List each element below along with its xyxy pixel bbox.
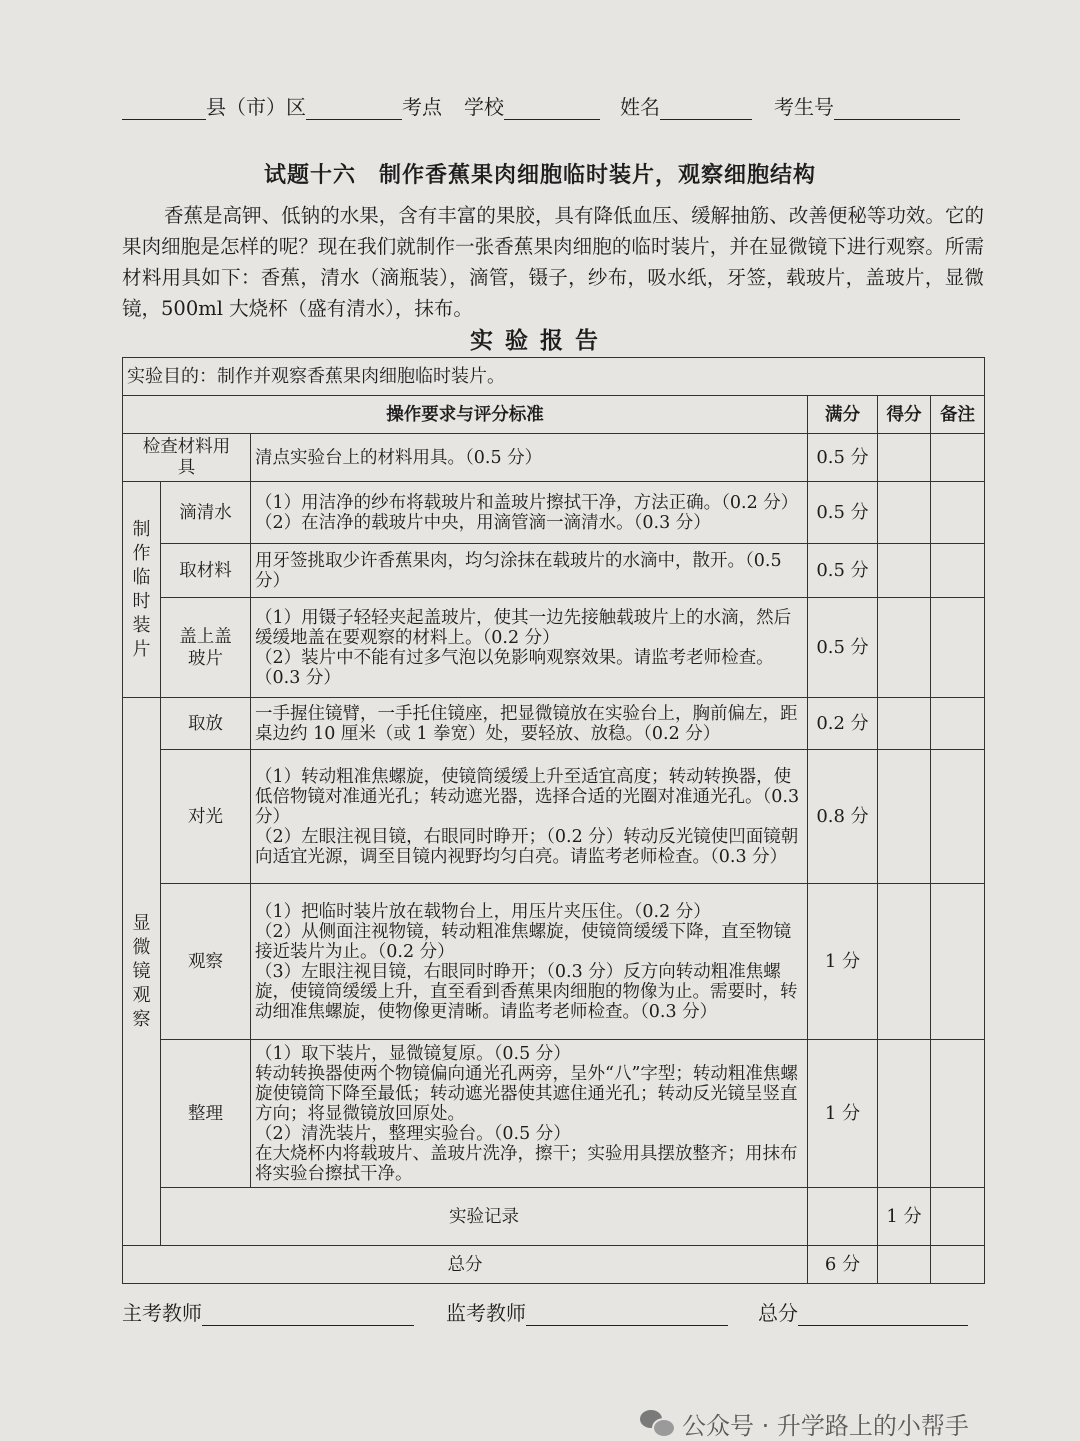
exam-site-label: 考点 bbox=[402, 95, 442, 119]
watermark-text: 公众号 · 升学路上的小帮手 bbox=[682, 1411, 969, 1440]
step-criteria: （1）用镊子轻轻夹起盖玻片，使其一边先接触载玻片上的水滴，然后缓缓地盖在要观察的材料上。（0.2 分） （2）装片中不能有过多气泡以免影响观察效果。请监考老师检查。（0.3 分） bbox=[251, 598, 808, 698]
chief-teacher-label: 主考教师 bbox=[122, 1301, 202, 1325]
step-full-score: 0.5 分 bbox=[808, 598, 878, 698]
record-label: 实验记录 bbox=[161, 1188, 808, 1246]
remark-cell[interactable] bbox=[931, 598, 985, 698]
district-blank[interactable] bbox=[306, 97, 402, 120]
score-cell[interactable] bbox=[878, 698, 931, 750]
record-content[interactable] bbox=[808, 1188, 878, 1246]
chief-teacher-blank[interactable] bbox=[202, 1303, 414, 1326]
record-row bbox=[123, 1188, 985, 1246]
step-label: 取材料 bbox=[161, 544, 251, 598]
check-label: 检查材料用具 bbox=[123, 434, 251, 482]
step-criteria: 一手握住镜臂，一手托住镜座，把显微镜放在实验台上，胸前偏左，距桌边约 10 厘米（或 1 拳宽）处，要轻放、放稳。（0.2 分） bbox=[251, 698, 808, 750]
step-criteria: （1）转动粗准焦螺旋，使镜筒缓缓上升至适宜高度；转动转换器，使低倍物镜对准通光孔；转动遮光器，选择合适的光圈对准通光孔。（0.3 分） （2）左眼注视目镜，右眼同时睁开；（0.2 分）转动反光镜使凹面镜朝向适宜光源，调至目镜内视野均匀白亮。请监考老师检查。（0.3 分） bbox=[251, 750, 808, 884]
step-criteria: 用牙签挑取少许香蕉果肉，均匀涂抹在载玻片的水滴中，散开。（0.5 分） bbox=[251, 544, 808, 598]
full-score-header: 满分 bbox=[808, 396, 878, 434]
school-blank[interactable] bbox=[504, 97, 600, 120]
remark-cell[interactable] bbox=[931, 750, 985, 884]
header-row bbox=[123, 396, 985, 434]
step-label: 整理 bbox=[161, 1040, 251, 1188]
record-full-score: 1 分 bbox=[878, 1188, 931, 1246]
score-cell[interactable] bbox=[878, 598, 931, 698]
table-row bbox=[123, 1040, 985, 1188]
group-label-make-slide: 制作临时装片 bbox=[123, 482, 161, 698]
step-full-score: 0.5 分 bbox=[808, 482, 878, 544]
proctor-label: 监考教师 bbox=[446, 1301, 526, 1325]
table-row bbox=[123, 598, 985, 698]
exam-no-blank[interactable] bbox=[834, 97, 960, 120]
step-label: 观察 bbox=[161, 884, 251, 1040]
total-score-label: 总分 bbox=[758, 1301, 798, 1325]
remark-header: 备注 bbox=[931, 396, 985, 434]
table-row bbox=[123, 698, 985, 750]
county-blank[interactable] bbox=[122, 97, 206, 120]
score-cell[interactable] bbox=[878, 544, 931, 598]
report-title: 实验报告 bbox=[470, 327, 610, 354]
footer-sign-line bbox=[122, 1296, 984, 1326]
score-cell[interactable] bbox=[878, 482, 931, 544]
score-cell[interactable] bbox=[931, 1188, 985, 1246]
score-cell[interactable] bbox=[878, 884, 931, 1040]
score-cell[interactable] bbox=[878, 1040, 931, 1188]
name-label: 姓名 bbox=[620, 95, 660, 119]
check-full-score: 0.5 分 bbox=[808, 434, 878, 482]
score-cell[interactable] bbox=[878, 1246, 931, 1284]
step-criteria: （1）用洁净的纱布将载玻片和盖玻片擦拭干净，方法正确。（0.2 分） （2）在洁净的载玻片中央，用滴管滴一滴清水。（0.3 分） bbox=[251, 482, 808, 544]
step-full-score: 0.8 分 bbox=[808, 750, 878, 884]
total-label: 总分 bbox=[123, 1246, 808, 1284]
experiment-purpose: 实验目的：制作并观察香蕉果肉细胞临时装片。 bbox=[123, 358, 985, 396]
total-full-score: 6 分 bbox=[808, 1246, 878, 1284]
county-label: 县（市）区 bbox=[206, 95, 306, 119]
table-row bbox=[123, 544, 985, 598]
table-row bbox=[123, 884, 985, 1040]
step-full-score: 1 分 bbox=[808, 884, 878, 1040]
remark-cell[interactable] bbox=[931, 1040, 985, 1188]
table-row bbox=[123, 482, 985, 544]
check-row bbox=[123, 434, 985, 482]
remark-cell[interactable] bbox=[931, 884, 985, 1040]
wechat-icon bbox=[640, 1408, 674, 1438]
score-cell[interactable] bbox=[878, 750, 931, 884]
exam-no-label: 考生号 bbox=[774, 95, 834, 119]
step-criteria: （1）取下装片，显微镜复原。（0.5 分） 转动转换器使两个物镜偏向通光孔两旁，呈外“八”字型；转动粗准焦螺旋使镜筒下降至最低；转动遮光器使其遮住通光孔；转动反光镜呈竖直方向；将显微镜放回原处。 （2）清洗装片，整理实验台。（0.5 分） 在大烧杯内将载玻片、盖玻片洗净，擦干；实验用具摆放整齐；用抹布将实验台擦拭干净。 bbox=[251, 1040, 808, 1188]
question-title: 试题十六 制作香蕉果肉细胞临时装片，观察细胞结构 bbox=[263, 162, 816, 188]
step-full-score: 0.5 分 bbox=[808, 544, 878, 598]
header-fill-line bbox=[122, 88, 984, 120]
name-blank[interactable] bbox=[660, 97, 752, 120]
school-label: 学校 bbox=[464, 95, 504, 119]
step-full-score: 0.2 分 bbox=[808, 698, 878, 750]
remark-cell[interactable] bbox=[931, 434, 985, 482]
purpose-row bbox=[123, 358, 985, 396]
step-criteria: （1）把临时装片放在载物台上，用压片夹压住。（0.2 分） （2）从侧面注视物镜，转动粗准焦螺旋，使镜筒缓缓下降，直至物镜接近装片为止。（0.2 分） （3）左眼注视目镜，右眼同时睁开；（0.3 分）反方向转动粗准焦螺旋，使镜筒缓缓上升，直至看到香蕉果肉细胞的物像为止。需要时，转动细准焦螺旋，使物像更清晰。请监考老师检查。（0.3 分） bbox=[251, 884, 808, 1040]
step-label: 盖上盖玻片 bbox=[161, 598, 251, 698]
criteria-header: 操作要求与评分标准 bbox=[123, 396, 808, 434]
step-label: 取放 bbox=[161, 698, 251, 750]
group-label-microscope: 显微镜观察 bbox=[123, 698, 161, 1246]
remark-cell[interactable] bbox=[931, 698, 985, 750]
table-row bbox=[123, 750, 985, 884]
total-row bbox=[123, 1246, 985, 1284]
step-label: 滴清水 bbox=[161, 482, 251, 544]
remark-cell[interactable] bbox=[931, 1246, 985, 1284]
score-table bbox=[122, 357, 985, 1284]
proctor-blank[interactable] bbox=[526, 1303, 728, 1326]
intro-paragraph: 香蕉是高钾、低钠的水果，含有丰富的果胶，具有降低血压、缓解抽筋、改善便秘等功效。它的果肉细胞是怎样的呢？现在我们就制作一张香蕉果肉细胞的临时装片，并在显微镜下进行观察。所需材料用具如下：香蕉，清水（滴瓶装），滴管，镊子，纱布，吸水纸，牙签，载玻片，盖玻片，显微镜，500ml 大烧杯（盛有清水），抹布。 bbox=[122, 204, 984, 320]
step-full-score: 1 分 bbox=[808, 1040, 878, 1188]
step-label: 对光 bbox=[161, 750, 251, 884]
score-cell[interactable] bbox=[878, 434, 931, 482]
score-header: 得分 bbox=[878, 396, 931, 434]
check-text: 清点实验台上的材料用具。（0.5 分） bbox=[251, 434, 808, 482]
watermark bbox=[640, 1408, 969, 1438]
total-score-blank[interactable] bbox=[798, 1303, 968, 1326]
remark-cell[interactable] bbox=[931, 544, 985, 598]
remark-cell[interactable] bbox=[931, 482, 985, 544]
